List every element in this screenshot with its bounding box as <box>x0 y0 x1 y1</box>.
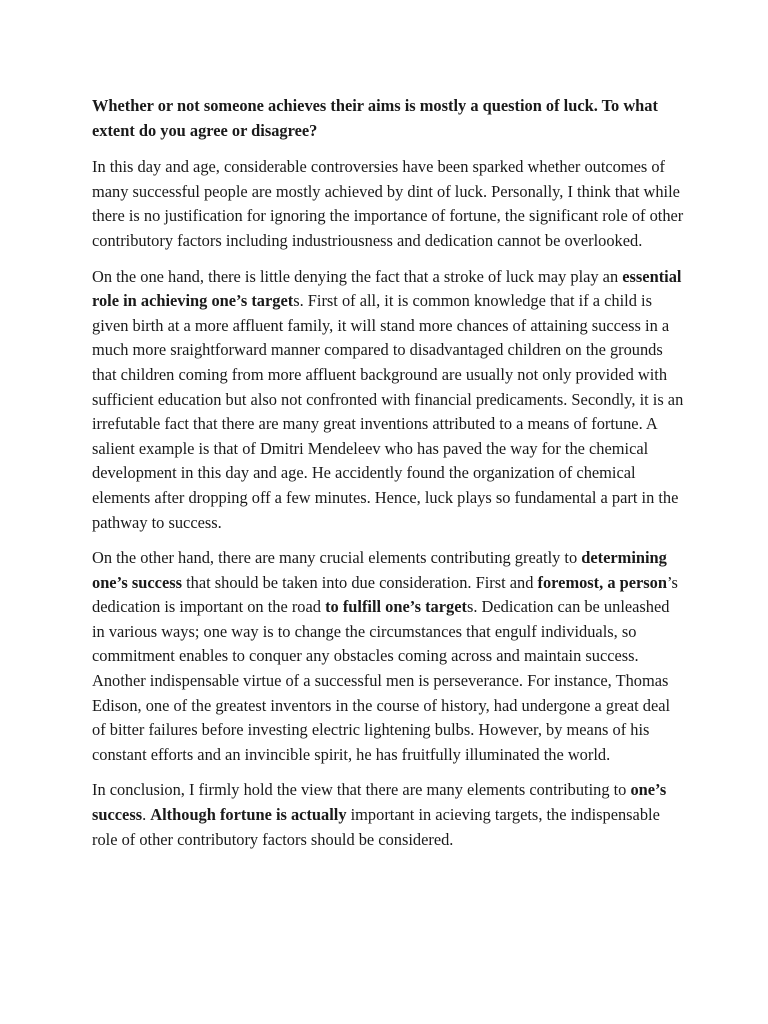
text-run: s. First of all, it is common knowledge that if a child is given birth at a more affluent family, it will stand more chances of attaining success in a much more sraightforward manner compared to disadvantaged children on the grounds that children coming from more affluent background are usually not only provided with sufficient education but also not confronted with financial predicaments. Secondly, it is an irrefutable fact that there are many great inventions attributed to a means of fortune. A salient example is that of Dmitri Mendeleev who has paved the way for the chemical development in this day and age. He accidently found the organization of chemical elements after dropping off a few minutes. Hence, luck plays so fundamental a part in the pathway to success. <box>92 291 684 532</box>
body-paragraph-other-factors <box>92 546 684 767</box>
bold-phrase: to fulfill one’s target <box>325 597 467 617</box>
text-run: In this day and age, considerable controversies have been sparked whether outcomes of many successful people are mostly achieved by dint of luck. Personally, I think that while there is no justification for ignoring the importance of fortune, the significant role of other contributory factors including industriousness and dedication cannot be overlooked. <box>92 157 684 250</box>
bold-phrase: foremost, a person <box>537 572 667 592</box>
body-paragraph-luck <box>92 265 684 536</box>
text-run: important in acieving targets, the indispensable role of other contributory factors should be considered. <box>92 805 660 849</box>
bold-phrase: one’s success <box>92 780 667 825</box>
bold-phrase: determining one’s success <box>92 548 667 592</box>
essay-body <box>92 94 684 863</box>
bold-phrase: essential role in achieving one’s target <box>92 266 682 311</box>
introduction-paragraph <box>92 155 684 253</box>
bold-phrase: Although fortune is actually <box>150 805 347 825</box>
text-run: s. Dedication can be unleashed in various ways; one way is to change the circumstances that engulf individuals, so commitment enables to conquer any obstacles coming across and maintain success. Another indispensable virtue of a successful men is perseverance. For instance, Thomas Edison, one of the greatest inventors in the course of history, had undergone a great deal of bitter failures before investing electric lightening bulbs. However, by means of his constant efforts and an invincible spirit, he has fruitfully illuminated the world. <box>92 597 671 764</box>
text-run: . <box>142 805 151 825</box>
conclusion-paragraph <box>92 778 684 852</box>
text-run: ’s dedication is important on the road <box>92 572 678 617</box>
text-run: On the other hand, there are many crucial elements contributing greatly to <box>92 548 582 568</box>
essay-question-title: Whether or not someone achieves their aims is mostly a question of luck. To what extent do you agree or disagree? <box>92 96 658 140</box>
text-run: that should be taken into due consideration. First and <box>182 572 538 592</box>
text-run: In conclusion, I firmly hold the view that there are many elements contributing to <box>92 780 631 800</box>
text-run: On the one hand, there is little denying the fact that a stroke of luck may play an <box>92 266 623 286</box>
